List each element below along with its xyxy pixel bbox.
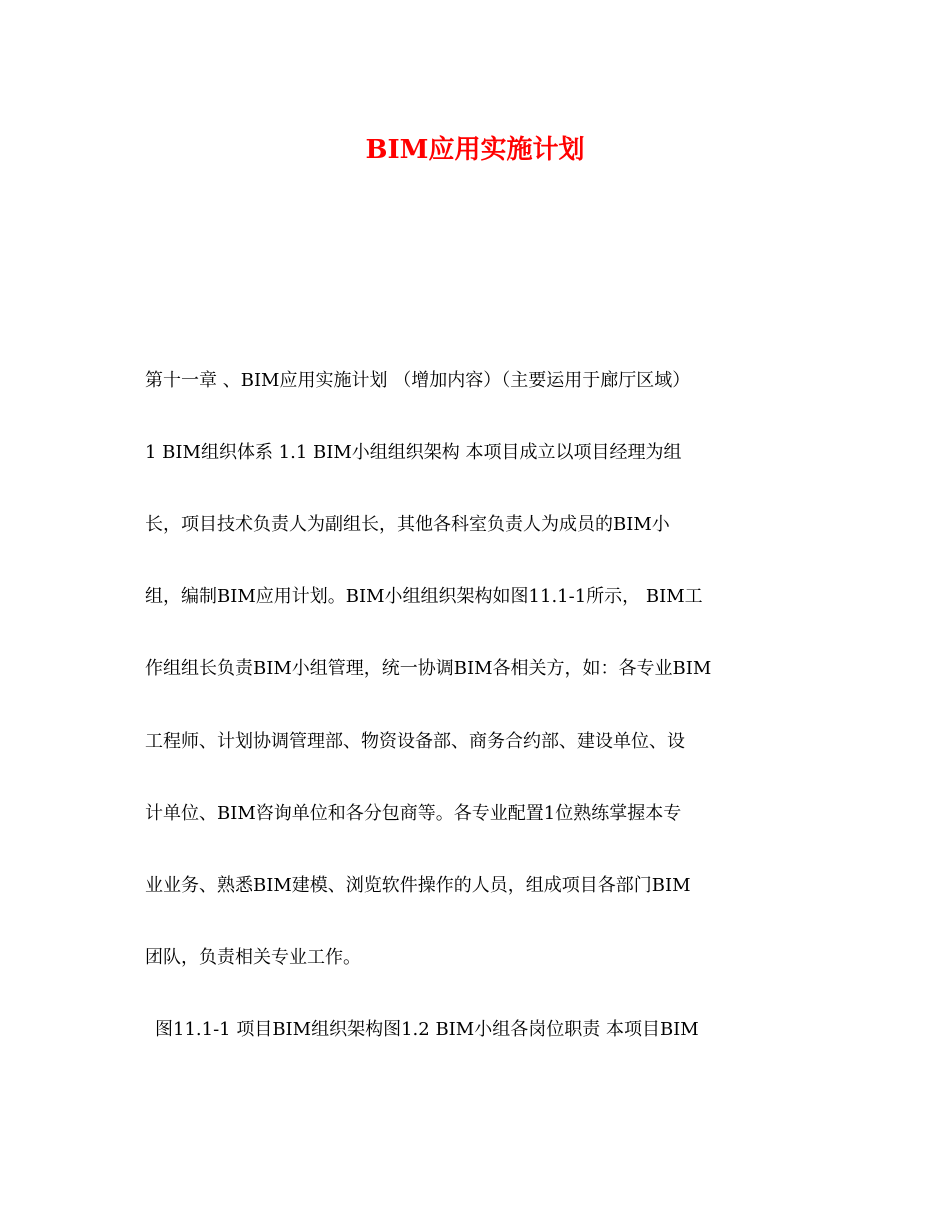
document-title: BIM应用实施计划 — [365, 135, 585, 165]
paragraph-line: 工程师、计划协调管理部、物资设备部、商务合约部、建设单位、设 — [145, 731, 685, 752]
paragraph-line: 长，项目技术负责人为副组长，其他各科室负责人为成员的BIM小 — [145, 514, 670, 535]
paragraph-line: 作组组长负责BIM小组管理，统一协调BIM各相关方，如：各专业BIM — [145, 658, 712, 679]
paragraph-line: 业业务、熟悉BIM建模、浏览软件操作的人员，组成项目各部门BIM — [145, 875, 691, 896]
paragraph-line: 组，编制BIM应用计划。BIM小组组织架构如图11.1-1所示， BIM工 — [145, 586, 703, 607]
chapter-heading-line: 第十一章 、BIM应用实施计划 （增加内容）（主要运用于廊厅区域） — [145, 370, 691, 391]
paragraph-line: 1 BIM组织体系 1.1 BIM小组组织架构 本项目成立以项目经理为组 — [145, 442, 682, 463]
paragraph-line: 团队，负责相关专业工作。 — [145, 947, 361, 968]
figure-caption-line: 图11.1-1 项目BIM组织架构图1.2 BIM小组各岗位职责 本项目BIM — [155, 1019, 699, 1040]
paragraph-line: 计单位、BIM咨询单位和各分包商等。各专业配置1位熟练掌握本专 — [145, 803, 682, 824]
